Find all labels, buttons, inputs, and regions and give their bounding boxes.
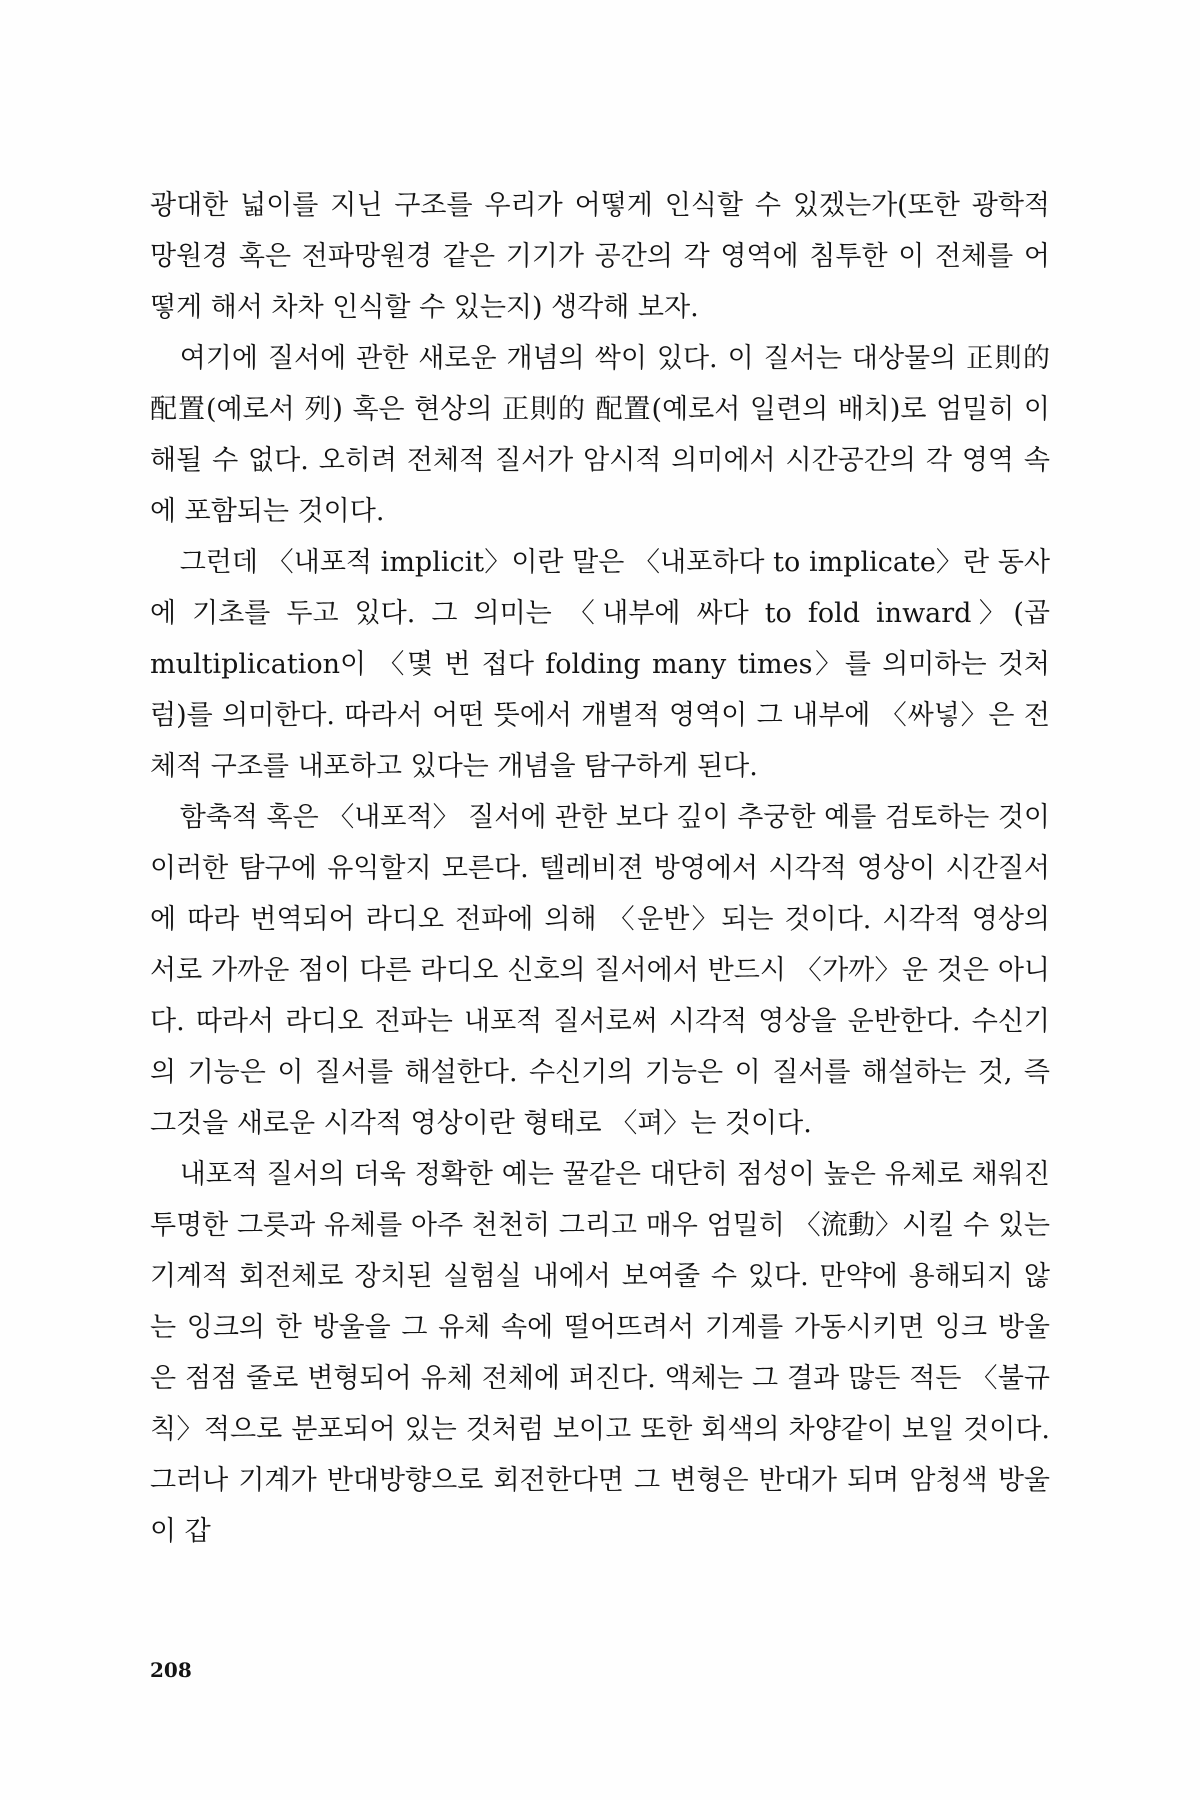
body-text (150, 180, 1050, 1557)
paragraph-4: 함축적 혹은 〈내포적〉 질서에 관한 보다 깊이 추궁한 예를 검토하는 것이 이러한 탐구에 유익할지 모른다. 텔레비젼 방영에서 시각적 영상이 시간질서에 따라 번역되어 라디오 전파에 의해 〈운반〉되는 것이다. 시각적 영상의 서로 가까운 점이 다른 라디오 신호의 질서에서 반드시 〈가까〉운 것은 아니다. 따라서 라디오 전파는 내포적 질서로써 시각적 영상을 운반한다. 수신기의 기능은 이 질서를 해설한다. 수신기의 기능은 이 질서를 해설하는 것, 즉 그것을 새로운 시각적 영상이란 형태로 〈펴〉는 것이다. (150, 802, 1050, 1139)
paragraph-1: 광대한 넓이를 지닌 구조를 우리가 어떻게 인식할 수 있겠는가(또한 광학적 망원경 혹은 전파망원경 같은 기기가 공간의 각 영역에 침투한 이 전체를 어떻게 해서 차차 인식할 수 있는지) 생각해 보자. (150, 190, 1050, 323)
paragraph-5: 내포적 질서의 더욱 정확한 예는 꿀같은 대단히 점성이 높은 유체로 채워진 투명한 그릇과 유체를 아주 천천히 그리고 매우 엄밀히 〈流動〉시킬 수 있는 기계적 회전체로 장치된 실험실 내에서 보여줄 수 있다. 만약에 용해되지 않는 잉크의 한 방울을 그 유체 속에 떨어뜨려서 기계를 가동시키면 잉크 방울은 점점 줄로 변형되어 유체 전체에 퍼진다. 액체는 그 결과 많든 적든 〈불규칙〉적으로 분포되어 있는 것처럼 보이고 또한 회색의 차양같이 보일 것이다. 그러나 기계가 반대방향으로 회전한다면 그 변형은 반대가 되며 암청색 방울이 갑 (150, 1159, 1050, 1547)
paragraph-3: 그런데 〈내포적 implicit〉이란 말은 〈내포하다 to implicate〉란 동사에 기초를 두고 있다. 그 의미는 〈내부에 싸다 to fold inward〉(곱 multiplication이 〈몇 번 접다 folding many times〉를 의미하는 것처럼)를 의미한다. 따라서 어떤 뜻에서 개별적 영역이 그 내부에 〈싸넣〉은 전체적 구조를 내포하고 있다는 개념을 탐구하게 된다. (150, 547, 1050, 782)
page-number: 208 (150, 1658, 192, 1682)
paragraph-2: 여기에 질서에 관한 새로운 개념의 싹이 있다. 이 질서는 대상물의 正則的 配置(예로서 列) 혹은 현상의 正則的 配置(예로서 일련의 배치)로 엄밀히 이해될 수 없다. 오히려 전체적 질서가 암시적 의미에서 시간공간의 각 영역 속에 포함되는 것이다. (150, 343, 1050, 527)
